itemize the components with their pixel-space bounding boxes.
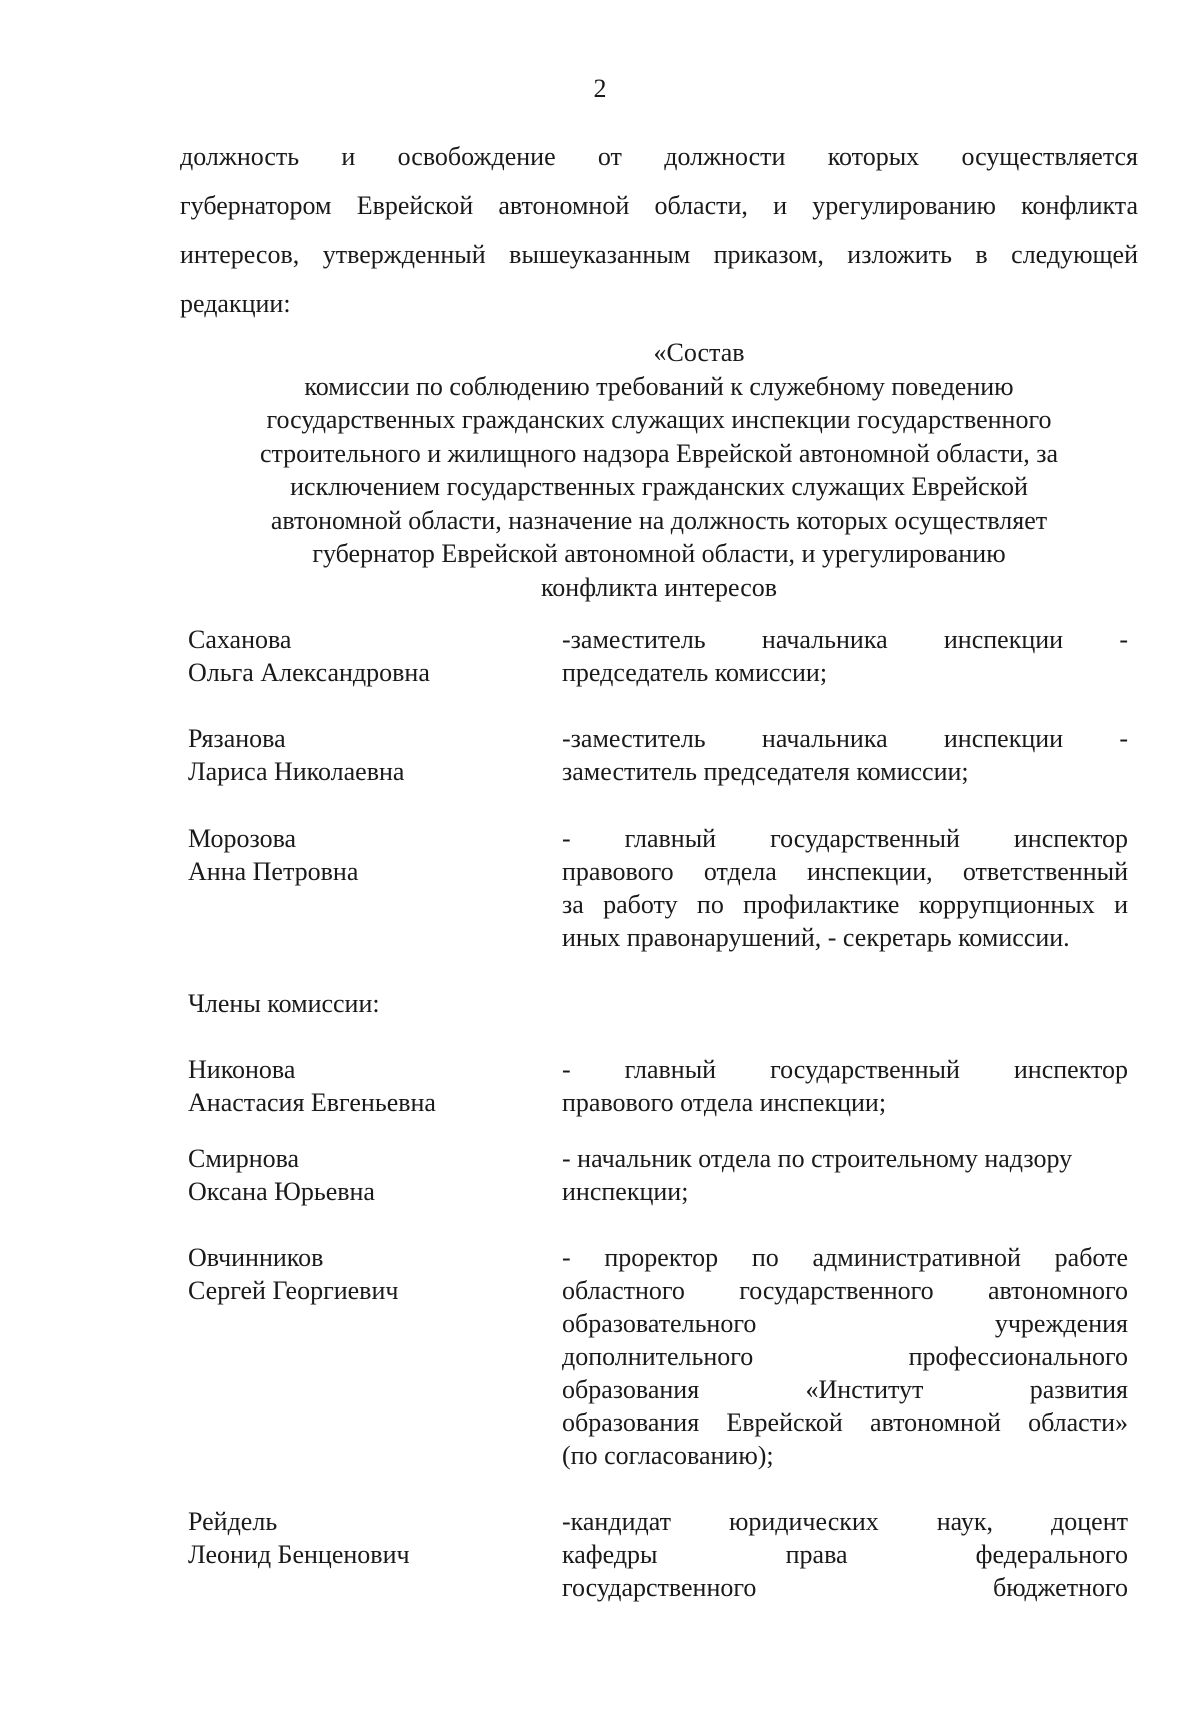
heading-line: комиссии по соблюдению требований к служебному поведению — [304, 371, 1014, 401]
heading-line: губернатор Еврейской автономной области, и урегулированию — [312, 539, 1006, 568]
role-line: правового отдела инспекции, ответственный — [562, 857, 1128, 886]
member-given-name: Сергей Георгиевич — [188, 1276, 399, 1305]
role-line: - проректор по административной работе — [562, 1243, 1128, 1272]
member-role — [562, 722, 1128, 788]
role-line: заместитель председателя комиссии; — [562, 757, 969, 786]
intro-line: губернатором Еврейской автономной области, и урегулированию конфликта — [180, 191, 1138, 220]
role-line: областного государственного автономного — [562, 1276, 1128, 1305]
member-given-name: Анастасия Евгеньевна — [188, 1088, 436, 1117]
role-line: - главный государственный инспектор — [562, 824, 1128, 853]
member-surname: Овчинников — [188, 1243, 324, 1272]
composition-heading — [180, 336, 1138, 604]
role-line: за работу по профилактике коррупционных и — [562, 890, 1128, 919]
member-name — [188, 1505, 548, 1571]
member-role — [562, 1241, 1128, 1472]
role-line: дополнительного профессионального — [562, 1342, 1128, 1371]
member-given-name: Леонид Бенценович — [188, 1540, 410, 1569]
member-name — [188, 1241, 548, 1307]
member-name — [188, 1053, 548, 1119]
member-name — [188, 623, 548, 689]
member-given-name: Анна Петровна — [188, 857, 359, 886]
member-name — [188, 1142, 548, 1208]
member-surname: Рейдель — [188, 1507, 278, 1536]
member-surname: Саханова — [188, 625, 292, 654]
intro-line: интересов, утвержденный вышеуказанным приказом, изложить в следующей — [180, 240, 1138, 269]
role-line: -заместитель начальника инспекции - — [562, 625, 1128, 654]
member-given-name: Оксана Юрьевна — [188, 1177, 375, 1206]
member-name — [188, 822, 548, 888]
heading-line: государственных гражданских служащих инспекции государственного — [266, 405, 1052, 434]
role-line: государственного бюджетного — [562, 1573, 1128, 1602]
member-given-name: Ольга Александровна — [188, 658, 430, 687]
role-line: правового отдела инспекции; — [562, 1088, 887, 1117]
role-line: образовательного учреждения — [562, 1309, 1128, 1338]
member-role — [562, 1053, 1128, 1119]
role-line: - начальник отдела по строительному надзору — [562, 1144, 1073, 1173]
member-name — [188, 722, 548, 788]
member-role — [562, 623, 1128, 689]
page-number: 2 — [593, 74, 607, 103]
role-line: -кандидат юридических наук, доцент — [562, 1507, 1128, 1536]
role-line: инспекции; — [562, 1177, 689, 1206]
member-role — [562, 1142, 1128, 1208]
role-line: кафедры права федерального — [562, 1540, 1128, 1569]
member-surname: Смирнова — [188, 1144, 300, 1173]
intro-paragraph — [180, 132, 1138, 328]
intro-line: редакции: — [180, 289, 291, 318]
member-surname: Морозова — [188, 824, 297, 853]
role-line: председатель комиссии; — [562, 658, 828, 687]
member-surname: Рязанова — [188, 724, 286, 753]
member-given-name: Лариса Николаевна — [188, 757, 405, 786]
member-role — [562, 822, 1128, 954]
heading-line: конфликта интересов — [540, 572, 778, 602]
heading-line: строительного и жилищного надзора Еврейской автономной области, за — [259, 438, 1059, 468]
heading-line: автономной области, назначение на должность которых осуществляет — [270, 505, 1048, 535]
members-label: Члены комиссии: — [188, 989, 380, 1018]
member-role — [562, 1505, 1128, 1604]
role-line: - главный государственный инспектор — [562, 1055, 1128, 1084]
member-surname: Никонова — [188, 1055, 296, 1084]
role-line: -заместитель начальника инспекции - — [562, 724, 1128, 753]
intro-line: должность и освобождение от должности которых осуществляется — [180, 142, 1138, 171]
role-line: иных правонарушений, - секретарь комиссии. — [562, 923, 1070, 952]
role-line: образования Еврейской автономной области» — [562, 1408, 1128, 1437]
heading-line: «Состав — [653, 338, 745, 367]
heading-line: исключением государственных гражданских служащих Еврейской — [290, 472, 1028, 501]
role-line: образования «Институт развития — [562, 1375, 1128, 1404]
role-line: (по согласованию); — [562, 1441, 774, 1470]
